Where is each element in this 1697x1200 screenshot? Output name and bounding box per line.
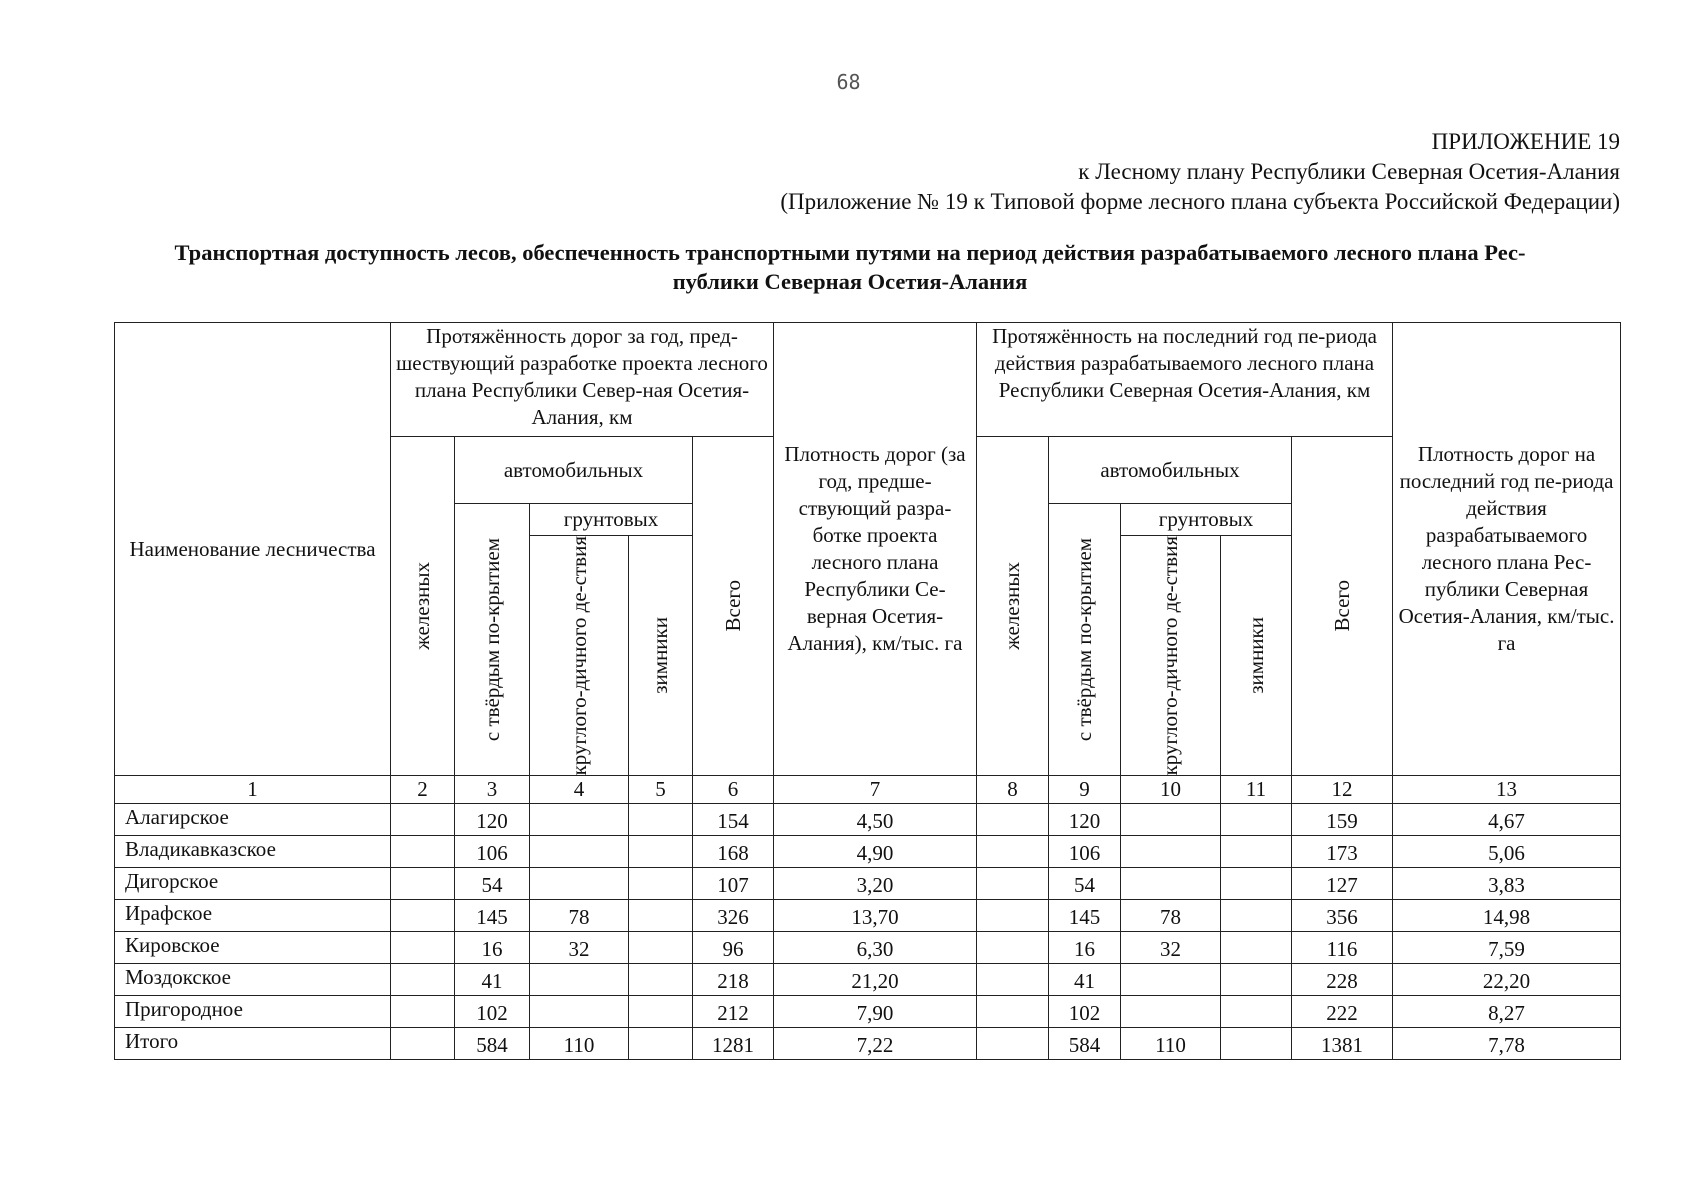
column-numbers-row	[115, 776, 1621, 804]
table-cell	[629, 868, 693, 900]
table-cell	[1221, 836, 1292, 868]
header-auto-prev: автомобильных	[455, 437, 693, 504]
table-cell	[1221, 1028, 1292, 1060]
table-cell: 7,59	[1393, 932, 1621, 964]
table-cell: 41	[1049, 964, 1121, 996]
table-cell: 127	[1292, 868, 1393, 900]
table-cell: 154	[693, 804, 774, 836]
column-number: 11	[1221, 776, 1292, 804]
table-cell	[977, 868, 1049, 900]
table-cell	[1221, 964, 1292, 996]
table-cell	[629, 996, 693, 1028]
table-cell: 1281	[693, 1028, 774, 1060]
table-cell: 22,20	[1393, 964, 1621, 996]
column-number: 6	[693, 776, 774, 804]
column-number: 7	[774, 776, 977, 804]
table-cell	[1121, 868, 1221, 900]
column-number: 8	[977, 776, 1049, 804]
table-cell	[1121, 836, 1221, 868]
table-cell: 41	[455, 964, 530, 996]
table-row	[115, 964, 1621, 996]
table-cell	[530, 964, 629, 996]
table-cell	[629, 932, 693, 964]
header-rail-prev-label: железных	[410, 562, 434, 651]
column-number: 2	[391, 776, 455, 804]
header-yearround-prev-label: круглого-дичного де-ствия	[566, 536, 591, 776]
table-row	[115, 932, 1621, 964]
table-cell: 3,20	[774, 868, 977, 900]
table-cell: 4,90	[774, 836, 977, 868]
forestry-name-cell: Владикавказское	[115, 836, 391, 868]
table-cell: 326	[693, 900, 774, 932]
table-cell: 1381	[1292, 1028, 1393, 1060]
document-title	[110, 238, 1590, 296]
table-cell: 168	[693, 836, 774, 868]
column-number: 4	[530, 776, 629, 804]
column-number: 10	[1121, 776, 1221, 804]
table-cell: 6,30	[774, 932, 977, 964]
header-rail-last	[977, 437, 1049, 776]
header-total-last	[1292, 437, 1393, 776]
header-rail-last-label: железных	[1000, 562, 1024, 651]
table-cell	[977, 900, 1049, 932]
forestry-name-cell: Моздокское	[115, 964, 391, 996]
table-cell	[530, 804, 629, 836]
forestry-name-cell: Ирафское	[115, 900, 391, 932]
total-row	[115, 1028, 1621, 1060]
column-number: 12	[1292, 776, 1393, 804]
table-cell	[391, 996, 455, 1028]
table-cell: 3,83	[1393, 868, 1621, 900]
table-cell	[391, 868, 455, 900]
header-yearround-last	[1121, 536, 1221, 776]
header-yearround-last-label: круглого-дичного де-ствия	[1158, 536, 1182, 776]
table-cell: 4,50	[774, 804, 977, 836]
table-cell: 21,20	[774, 964, 977, 996]
table-cell	[1221, 868, 1292, 900]
table-cell	[977, 1028, 1049, 1060]
header-total-prev-label: Всего	[720, 580, 745, 632]
header-hard-prev	[455, 504, 530, 776]
appendix-line-1: ПРИЛОЖЕНИЕ 19	[1431, 129, 1620, 154]
forestry-name-cell: Пригородное	[115, 996, 391, 1028]
table-cell: 110	[1121, 1028, 1221, 1060]
table-cell	[530, 836, 629, 868]
table-cell	[629, 900, 693, 932]
table-cell	[629, 964, 693, 996]
header-yearround-prev	[530, 536, 629, 776]
table-cell: 106	[455, 836, 530, 868]
table-cell: 145	[455, 900, 530, 932]
header-winter-last	[1221, 536, 1292, 776]
header-total-prev	[693, 437, 774, 776]
table-cell	[629, 836, 693, 868]
table-cell	[977, 996, 1049, 1028]
table-cell	[1221, 900, 1292, 932]
table-cell: 14,98	[1393, 900, 1621, 932]
table-cell	[977, 836, 1049, 868]
document-title-line-2: публики Северная Осетия-Алания	[672, 269, 1028, 294]
table-cell: 120	[455, 804, 530, 836]
table-cell: 16	[455, 932, 530, 964]
table-cell	[1121, 804, 1221, 836]
table-cell	[977, 932, 1049, 964]
header-dirt-prev: грунтовых	[530, 504, 693, 536]
table-cell: 32	[1121, 932, 1221, 964]
header-group-prev: Протяжённость дорог за год, пред-шествующий разработке проекта лесного плана Республики Север-ная Осетия-Алания, км	[391, 323, 774, 437]
table-cell	[391, 900, 455, 932]
table-cell: 584	[1049, 1028, 1121, 1060]
appendix-line-3: (Приложение № 19 к Типовой форме лесного плана субъекта Российской Федерации)	[780, 189, 1620, 214]
table-cell: 173	[1292, 836, 1393, 868]
header-group-last: Протяжённость на последний год пе-риода действия разрабатываемого лесного плана Республики Северная Осетия-Алания, км	[977, 323, 1393, 437]
header-winter-prev	[629, 536, 693, 776]
header-hard-last	[1049, 504, 1121, 776]
table-cell: 54	[1049, 868, 1121, 900]
table-cell	[629, 1028, 693, 1060]
table-cell: 54	[455, 868, 530, 900]
forestry-name-cell: Итого	[115, 1028, 391, 1060]
document-title-line-1: Транспортная доступность лесов, обеспеченность транспортными путями на период действия разрабатываемого лесного плана Рес-	[174, 240, 1526, 265]
forestry-name-cell: Кировское	[115, 932, 391, 964]
header-winter-last-label: зимники	[1243, 617, 1268, 695]
table-row	[115, 996, 1621, 1028]
table-cell: 222	[1292, 996, 1393, 1028]
table-cell: 102	[1049, 996, 1121, 1028]
header-hard-last-label: с твёрдым по-крытием	[1072, 538, 1096, 742]
header-density-prev: Плотность дорог (за год, предше-ствующий разра-ботке проекта лесного плана Республики Се-верная Осетия-Алания), км/тыс. га	[774, 323, 977, 776]
table-cell: 584	[455, 1028, 530, 1060]
table-cell: 102	[455, 996, 530, 1028]
header-winter-prev-label: зимники	[648, 617, 672, 695]
table-cell: 212	[693, 996, 774, 1028]
table-cell: 116	[1292, 932, 1393, 964]
table-row	[115, 836, 1621, 868]
table-cell: 106	[1049, 836, 1121, 868]
forestry-name-cell: Алагирское	[115, 804, 391, 836]
table-cell: 107	[693, 868, 774, 900]
header-name: Наименование лесничества	[115, 323, 391, 776]
table-cell: 159	[1292, 804, 1393, 836]
table-row	[115, 900, 1621, 932]
table-cell: 7,90	[774, 996, 977, 1028]
appendix-line-2: к Лесному плану Республики Северная Осетия-Алания	[1078, 159, 1620, 184]
table-cell	[391, 932, 455, 964]
table-cell: 8,27	[1393, 996, 1621, 1028]
table-cell: 228	[1292, 964, 1393, 996]
table-cell	[530, 868, 629, 900]
header-total-last-label: Всего	[1329, 580, 1354, 632]
table-cell	[1221, 804, 1292, 836]
table-cell	[391, 804, 455, 836]
header-auto-last: автомобильных	[1049, 437, 1292, 504]
table-cell: 7,22	[774, 1028, 977, 1060]
table-cell: 7,78	[1393, 1028, 1621, 1060]
table-row	[115, 868, 1621, 900]
table-cell: 110	[530, 1028, 629, 1060]
header-rail-prev	[391, 437, 455, 776]
appendix-header	[780, 127, 1620, 217]
table-cell: 78	[1121, 900, 1221, 932]
column-number: 5	[629, 776, 693, 804]
column-number: 1	[115, 776, 391, 804]
table-cell: 96	[693, 932, 774, 964]
table-cell: 13,70	[774, 900, 977, 932]
table-cell: 32	[530, 932, 629, 964]
header-hard-prev-label: с твёрдым по-крытием	[479, 538, 504, 742]
roads-table	[114, 322, 1621, 1060]
table-cell	[977, 804, 1049, 836]
table-row	[115, 804, 1621, 836]
page-number: 68	[836, 70, 861, 94]
table-cell	[391, 836, 455, 868]
table-cell	[1121, 964, 1221, 996]
table-cell	[391, 1028, 455, 1060]
column-number: 3	[455, 776, 530, 804]
forestry-name-cell: Дигорское	[115, 868, 391, 900]
table-cell: 145	[1049, 900, 1121, 932]
table-cell: 78	[530, 900, 629, 932]
table-cell: 16	[1049, 932, 1121, 964]
table-cell: 4,67	[1393, 804, 1621, 836]
table-cell	[391, 964, 455, 996]
header-density-last: Плотность дорог на последний год пе-риода действия разрабатываемого лесного плана Рес-публики Северная Осетия-Алания, км/тыс. га	[1393, 323, 1621, 776]
table-cell	[1221, 932, 1292, 964]
header-dirt-last: грунтовых	[1121, 504, 1292, 536]
table-cell: 218	[693, 964, 774, 996]
table-cell: 5,06	[1393, 836, 1621, 868]
table-cell	[629, 804, 693, 836]
table-cell	[1121, 996, 1221, 1028]
table-cell	[977, 964, 1049, 996]
table-cell	[1221, 996, 1292, 1028]
table-cell	[530, 996, 629, 1028]
column-number: 9	[1049, 776, 1121, 804]
table-cell: 120	[1049, 804, 1121, 836]
column-number: 13	[1393, 776, 1621, 804]
table-cell: 356	[1292, 900, 1393, 932]
